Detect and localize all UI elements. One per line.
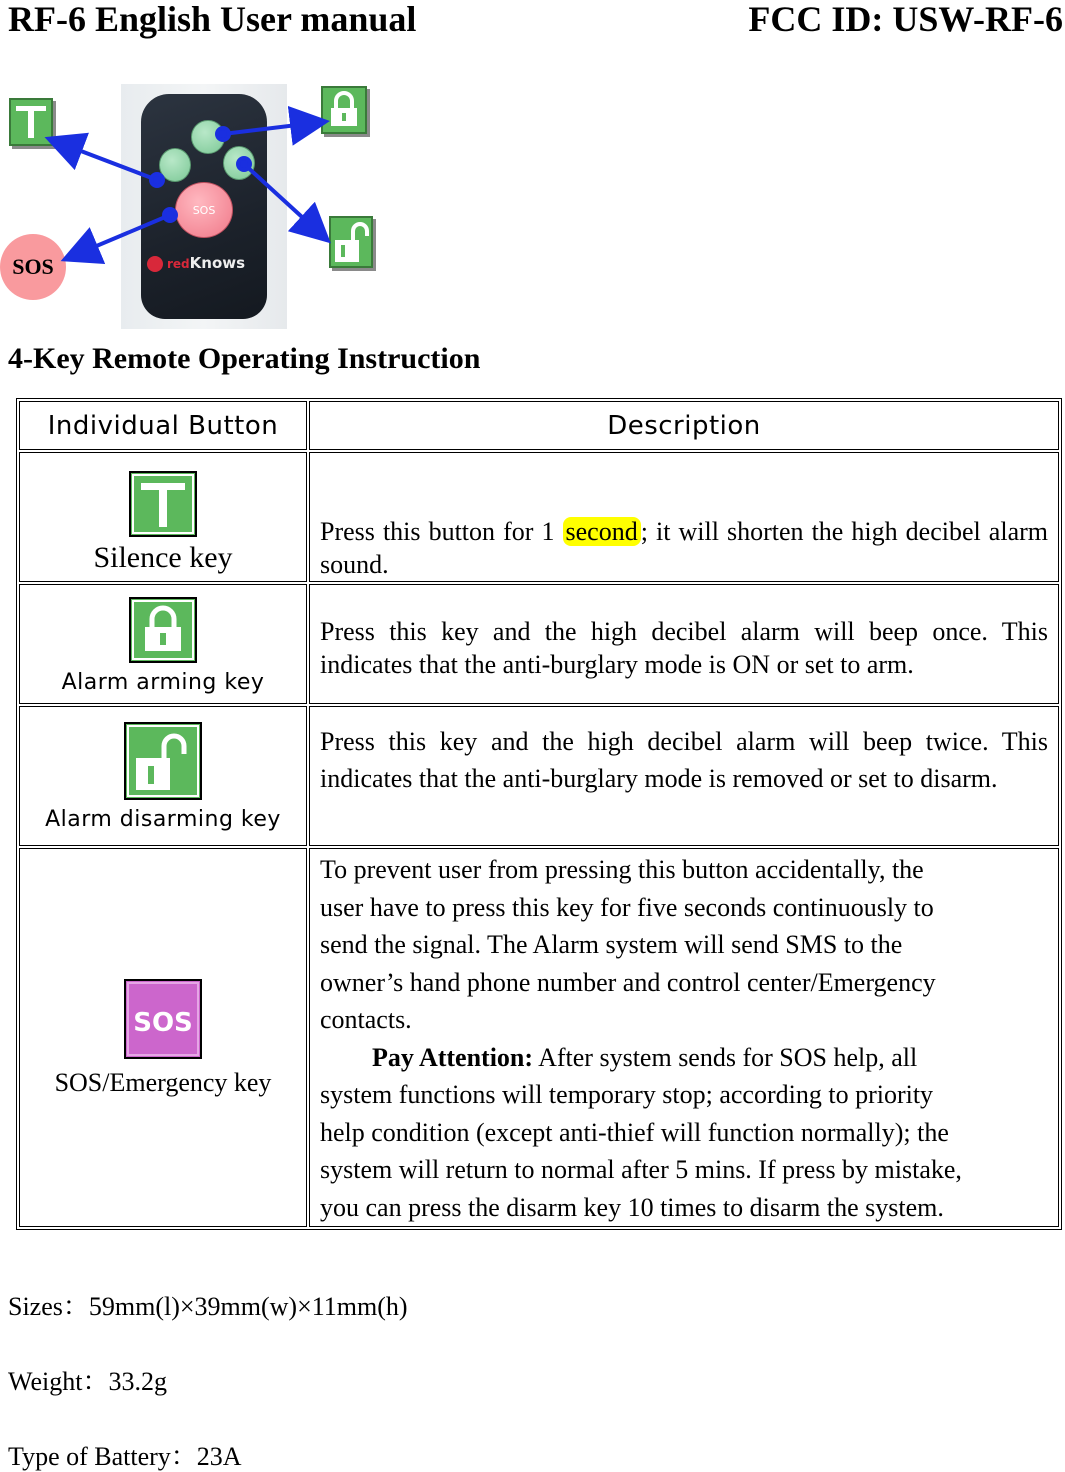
fcc-id: FCC ID: USW-RF-6 xyxy=(748,0,1063,39)
sos-emergency-key-label: SOS/Emergency key xyxy=(54,1068,272,1097)
spec-sizes: Sizes：59mm(l)×39mm(w)×11mm(h) xyxy=(8,1292,408,1321)
sos-icon xyxy=(124,979,202,1059)
alarm-arming-key-cell xyxy=(19,584,307,704)
pay-attention-label: Pay Attention: xyxy=(372,1042,534,1072)
table-row xyxy=(19,584,1059,704)
arrow-sos xyxy=(68,215,170,258)
lock-icon xyxy=(129,597,197,663)
spec-weight: Weight：33.2g xyxy=(8,1367,167,1396)
arrow-lock xyxy=(223,122,322,134)
silence-key-cell xyxy=(19,452,307,582)
section-title: 4-Key Remote Operating Instruction xyxy=(8,342,481,375)
silence-key-label: Silence key xyxy=(93,540,233,574)
manual-title: RF-6 English User manual xyxy=(8,0,417,39)
unlock-icon xyxy=(124,722,202,800)
sos-circle-label: SOS xyxy=(12,254,54,279)
arrows-overlay xyxy=(0,0,400,340)
sos-icon-text: SOS xyxy=(133,1008,193,1038)
brand-name: redKnows xyxy=(167,254,246,272)
silence-key-description: Press this button for 1 second ; it will shorten the high decibel alarm sound. xyxy=(309,452,1059,582)
header-description: Description xyxy=(309,401,1059,450)
table-row xyxy=(19,706,1059,846)
arrow-silence xyxy=(52,140,157,180)
table-header-row xyxy=(19,401,1059,450)
silence-t-icon xyxy=(129,471,197,537)
alarm-disarming-key-label: Alarm disarming key xyxy=(45,806,281,832)
table-row xyxy=(19,452,1059,582)
instruction-table xyxy=(16,398,1062,1230)
header-individual-button: Individual Button xyxy=(19,401,307,450)
alarm-arming-key-label: Alarm arming key xyxy=(61,669,265,695)
sos-emergency-key-description: To prevent user from pressing this button accidentally, the user have to press this key for five seconds continuously to send the signal. The Alarm system will send SMS to the owner’s hand phone number and control center/Emergency contacts. Pay Attention: After system sends for SOS help, all system functions will temporary stop; according to priority help condition (except anti-thief will function normally); the system will return to normal after 5 mins. If press by mistake, you can press the disarm key 10 times to disarm the system. xyxy=(309,848,1059,1227)
alarm-disarming-key-description: Press this key and the high decibel alarm will beep twice. This indicates that the anti-burglary mode is removed or set to disarm. xyxy=(309,706,1059,846)
arrow-unlock xyxy=(244,164,325,238)
sos-emergency-key-cell xyxy=(19,848,307,1227)
alarm-disarming-key-cell xyxy=(19,706,307,846)
highlight-second: second xyxy=(563,517,641,546)
alarm-arming-key-description: Press this key and the high decibel alarm will beep once. This indicates that the anti-burglary mode is ON or set to arm. xyxy=(309,584,1059,704)
remote-sos-label: SOS xyxy=(192,203,216,217)
spec-battery: Type of Battery：23A xyxy=(8,1442,242,1471)
table-row xyxy=(19,848,1059,1227)
